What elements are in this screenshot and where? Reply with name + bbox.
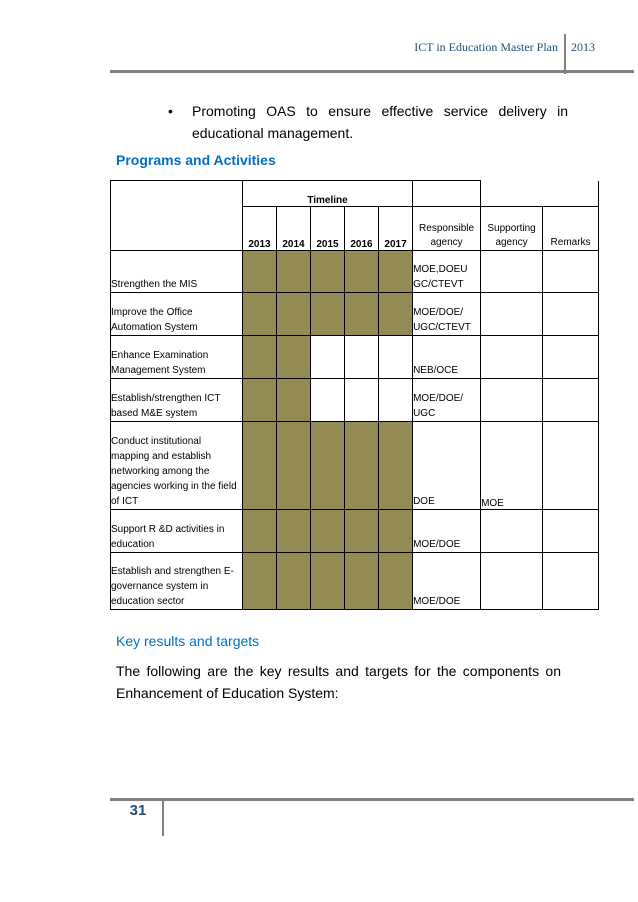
responsible-agency-cell: DOE <box>413 422 481 510</box>
remarks-cell <box>543 251 599 293</box>
timeline-cell-filled <box>243 251 277 293</box>
remarks-header: Remarks <box>543 207 599 251</box>
timeline-cell-filled <box>345 553 379 610</box>
timeline-cell-filled <box>379 553 413 610</box>
timeline-cell-empty <box>379 379 413 422</box>
header-divider <box>564 34 566 74</box>
responsible-agency-cell: MOE/DOE/ UGC/CTEVT <box>413 293 481 336</box>
timeline-cell-filled <box>243 553 277 610</box>
timeline-cell-filled <box>379 251 413 293</box>
responsible-agency-cell: MOE/DOE/ UGC <box>413 379 481 422</box>
blank-header-cell <box>413 181 481 207</box>
timeline-cell-empty <box>311 379 345 422</box>
supporting-agency-header: Supporting agency <box>481 207 543 251</box>
header-rule <box>110 70 634 73</box>
timeline-cell-empty <box>311 336 345 379</box>
table-row <box>111 553 599 610</box>
supporting-agency-cell <box>481 379 543 422</box>
remarks-cell <box>543 336 599 379</box>
remarks-cell <box>543 510 599 553</box>
supporting-agency-cell <box>481 293 543 336</box>
timeline-cell-filled <box>345 510 379 553</box>
timeline-cell-filled <box>345 251 379 293</box>
responsible-agency-cell: MOE/DOE <box>413 553 481 610</box>
timeline-cell-filled <box>243 379 277 422</box>
activity-cell: Improve the Office Automation System <box>111 293 243 336</box>
table-row <box>111 336 599 379</box>
responsible-agency-cell: MOE/DOE <box>413 510 481 553</box>
supporting-agency-cell <box>481 510 543 553</box>
timeline-cell-empty <box>345 379 379 422</box>
timeline-cell-filled <box>277 251 311 293</box>
timeline-cell-filled <box>345 293 379 336</box>
section-title: Programs and Activities <box>116 152 276 168</box>
table-row <box>111 422 599 510</box>
supporting-agency-cell <box>481 251 543 293</box>
timeline-cell-filled <box>345 422 379 510</box>
timeline-cell-filled <box>311 251 345 293</box>
year-header-2013: 2013 <box>243 207 277 251</box>
timeline-cell-filled <box>311 293 345 336</box>
bullet-item <box>168 100 568 144</box>
bullet-text: Promoting OAS to ensure effective service delivery in educational management. <box>192 103 568 141</box>
table-row <box>111 510 599 553</box>
activity-cell: Conduct institutional mapping and establish networking among the agencies working in the field of ICT <box>111 422 243 510</box>
year-header-2015: 2015 <box>311 207 345 251</box>
footer-divider <box>162 798 164 836</box>
supporting-agency-cell <box>481 336 543 379</box>
responsible-agency-cell: NEB/OCE <box>413 336 481 379</box>
supporting-agency-cell: MOE <box>481 422 543 510</box>
responsible-agency-cell: MOE,DOEU GC/CTEVT <box>413 251 481 293</box>
timeline-cell-filled <box>277 379 311 422</box>
timeline-cell-filled <box>277 510 311 553</box>
supporting-agency-cell <box>481 553 543 610</box>
activity-cell: Establish/strengthen ICT based M&E system <box>111 379 243 422</box>
table-row <box>111 379 599 422</box>
activity-cell: Support R &D activities in education <box>111 510 243 553</box>
timeline-cell-filled <box>379 293 413 336</box>
header-title: ICT in Education Master Plan <box>414 40 558 54</box>
timeline-cell-filled <box>277 293 311 336</box>
header-year: 2013 <box>571 40 595 54</box>
activity-cell: Strengthen the MIS <box>111 251 243 293</box>
timeline-header: Timeline <box>243 181 413 207</box>
timeline-cell-filled <box>379 422 413 510</box>
remarks-cell <box>543 293 599 336</box>
activity-header-cell <box>111 181 243 251</box>
remarks-cell <box>543 379 599 422</box>
footer-rule <box>110 798 634 801</box>
timeline-cell-empty <box>345 336 379 379</box>
key-results-title: Key results and targets <box>116 633 260 649</box>
key-results-paragraph: The following are the key results and targets for the components on Enhancement of Education System: <box>116 663 561 701</box>
table-row <box>111 293 599 336</box>
timeline-cell-filled <box>277 336 311 379</box>
year-header-2016: 2016 <box>345 207 379 251</box>
timeline-cell-filled <box>311 510 345 553</box>
timeline-cell-filled <box>311 553 345 610</box>
activity-cell: Enhance Examination Management System <box>111 336 243 379</box>
activity-cell: Establish and strengthen E-governance system in education sector <box>111 553 243 610</box>
blank-header-cell <box>481 181 599 207</box>
timeline-cell-filled <box>277 553 311 610</box>
responsible-agency-header: Responsible agency <box>413 207 481 251</box>
year-header-2014: 2014 <box>277 207 311 251</box>
timeline-cell-filled <box>243 510 277 553</box>
bullet-symbol: • <box>168 103 173 119</box>
page-number: 31 <box>129 802 147 819</box>
year-header-2017: 2017 <box>379 207 413 251</box>
remarks-cell <box>543 553 599 610</box>
remarks-cell <box>543 422 599 510</box>
programs-table <box>110 180 599 610</box>
timeline-cell-filled <box>379 510 413 553</box>
timeline-cell-filled <box>311 422 345 510</box>
timeline-cell-filled <box>243 336 277 379</box>
timeline-cell-filled <box>243 293 277 336</box>
table-row <box>111 251 599 293</box>
timeline-cell-filled <box>277 422 311 510</box>
timeline-cell-empty <box>379 336 413 379</box>
timeline-cell-filled <box>243 422 277 510</box>
